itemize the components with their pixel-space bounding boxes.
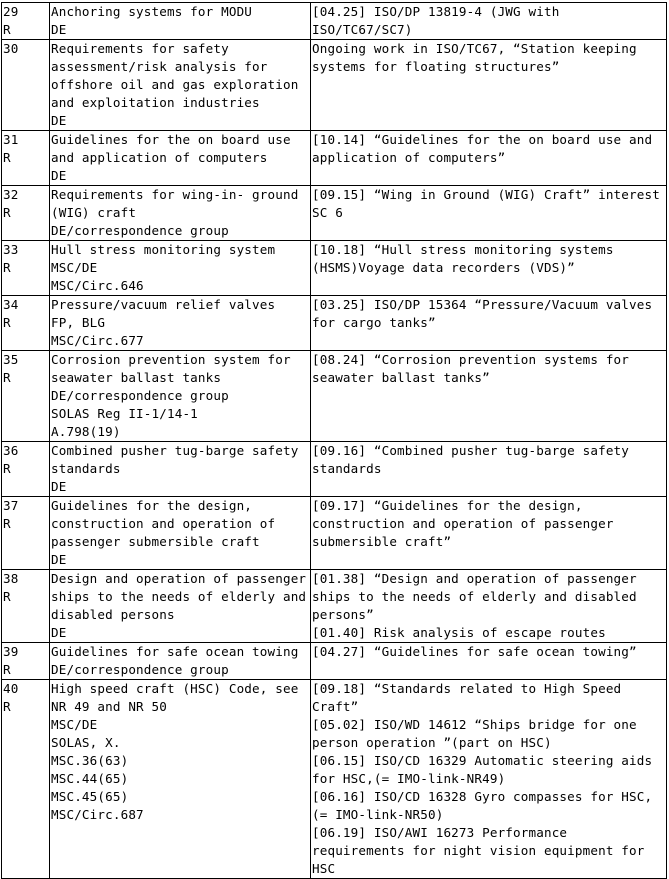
subject-cell: Guidelines for the design, construction and operation of passenger submersible craft DE — [50, 497, 311, 570]
reference-cell: [03.25] ISO/DP 15364 “Pressure/Vacuum valves for cargo tanks” — [311, 296, 667, 351]
reference-cell: [04.25] ISO/DP 13819-4 (JWG with ISO/TC67/SC7) — [311, 3, 667, 40]
item-number-cell: 29 R — [2, 3, 50, 40]
subject-cell: Combined pusher tug-barge safety standards DE — [50, 442, 311, 497]
item-number-cell: 34 R — [2, 296, 50, 351]
table-row — [2, 351, 667, 442]
table-row — [2, 40, 667, 131]
subject-cell: High speed craft (HSC) Code, see NR 49 and NR 50 MSC/DE SOLAS, X. MSC.36(63) MSC.44(65) MSC.45(65) MSC/Circ.687 — [50, 680, 311, 879]
subject-cell: Anchoring systems for MODU DE — [50, 3, 311, 40]
item-number-cell: 32 R — [2, 186, 50, 241]
item-number-cell: 37 R — [2, 497, 50, 570]
reference-cell: [09.17] “Guidelines for the design, construction and operation of passenger submersible craft” — [311, 497, 667, 570]
table-row — [2, 680, 667, 879]
subject-cell: Design and operation of passenger ships to the needs of elderly and disabled persons DE — [50, 570, 311, 643]
reference-cell: [04.27] “Guidelines for safe ocean towing” — [311, 643, 667, 680]
reference-cell: Ongoing work in ISO/TC67, “Station keeping systems for floating structures” — [311, 40, 667, 131]
table-row — [2, 131, 667, 186]
table-row — [2, 241, 667, 296]
table-row — [2, 570, 667, 643]
subject-cell: Hull stress monitoring system MSC/DE MSC/Circ.646 — [50, 241, 311, 296]
reference-cell: [09.16] “Combined pusher tug-barge safety standards — [311, 442, 667, 497]
item-number-cell: 39 R — [2, 643, 50, 680]
reference-cell: [10.14] “Guidelines for the on board use and application of computers” — [311, 131, 667, 186]
reference-cell: [09.18] “Standards related to High Speed Craft” [05.02] ISO/WD 14612 “Ships bridge for one person operation ”(part on HSC) [06.15] ISO/CD 16329 Automatic steering aids for HSC,(= IMO-link-NR49) [06.16] ISO/CD 16328 Gyro compasses for HSC, (= IMO-link-NR50) [06.19] ISO/AWI 16273 Performance requirements for night vision equipment for HSC — [311, 680, 667, 879]
reference-cell: [01.38] “Design and operation of passenger ships to the needs of elderly and disabled persons” [01.40] Risk analysis of escape routes — [311, 570, 667, 643]
item-number-cell: 30 — [2, 40, 50, 131]
table-row — [2, 186, 667, 241]
table-row — [2, 442, 667, 497]
item-number-cell: 36 R — [2, 442, 50, 497]
reference-cell: [10.18] “Hull stress monitoring systems (HSMS)Voyage data recorders (VDS)” — [311, 241, 667, 296]
reference-cell: [08.24] “Corrosion prevention systems for seawater ballast tanks” — [311, 351, 667, 442]
table-row — [2, 296, 667, 351]
item-number-cell: 38 R — [2, 570, 50, 643]
item-number-cell: 31 R — [2, 131, 50, 186]
table-row — [2, 3, 667, 40]
subject-cell: Requirements for safety assessment/risk analysis for offshore oil and gas exploration and exploitation industries DE — [50, 40, 311, 131]
subject-cell: Pressure/vacuum relief valves FP, BLG MSC/Circ.677 — [50, 296, 311, 351]
item-number-cell: 33 R — [2, 241, 50, 296]
table-row — [2, 643, 667, 680]
item-number-cell: 40 R — [2, 680, 50, 879]
subject-cell: Guidelines for safe ocean towing DE/correspondence group — [50, 643, 311, 680]
subject-cell: Corrosion prevention system for seawater ballast tanks DE/correspondence group SOLAS Reg II-1/14-1 A.798(19) — [50, 351, 311, 442]
item-number-cell: 35 R — [2, 351, 50, 442]
table-row — [2, 497, 667, 570]
reference-cell: [09.15] “Wing in Ground (WIG) Craft” interest SC 6 — [311, 186, 667, 241]
subject-cell: Guidelines for the on board use and application of computers DE — [50, 131, 311, 186]
work-items-table — [1, 2, 667, 879]
subject-cell: Requirements for wing-in- ground (WIG) craft DE/correspondence group — [50, 186, 311, 241]
